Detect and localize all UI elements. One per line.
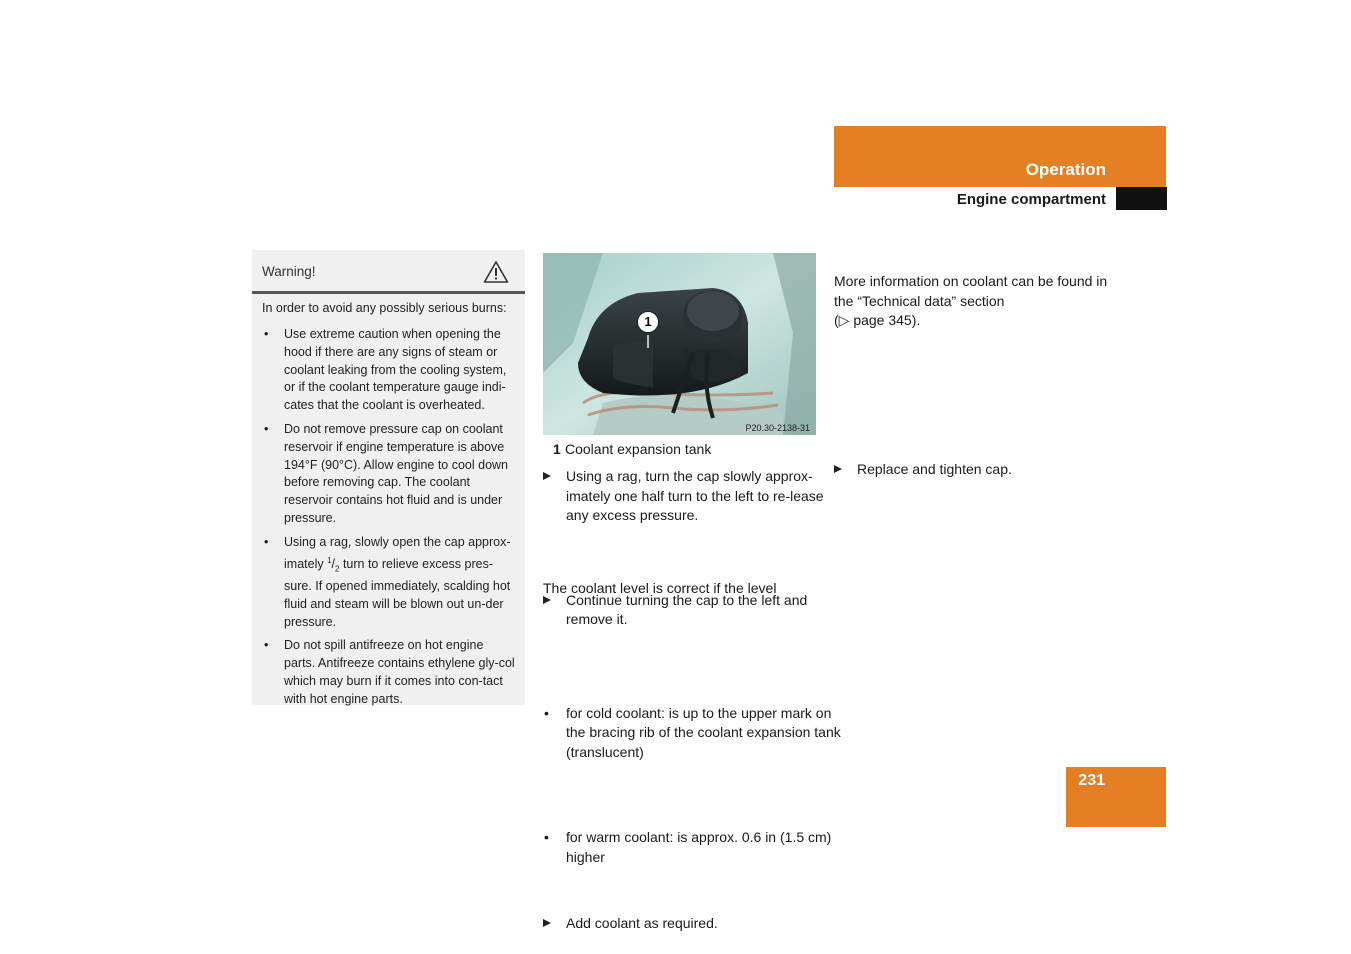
step-text: Continue turning the cap to the left and remove it. [566,591,808,627]
list-item: • Do not spill antifreeze on hot engine parts. Antifreeze contains ethylene gly-col which may burn if it comes into con-tact with hot engine parts. [262,637,517,708]
figure-code: P20.30-2138-31 [745,423,810,433]
section-header-bar [834,126,1166,187]
list-item-text: Using a rag, slowly open the cap approx-imately [284,534,511,571]
page-reference-link[interactable]: (▷ page 345). [834,312,921,328]
instruction-step [834,460,1132,480]
step-arrow-icon [543,919,551,927]
step-text: Using a rag, turn the cap slowly approx-imately one half turn to the left to re-lease any excess pressure. [566,468,824,523]
header-marker-block [1116,187,1167,210]
coolant-tank-photo [543,253,816,435]
bullet-text: for cold coolant: is up to the upper mark on the bracing rib of the coolant expansion tank (translucent) [566,704,841,760]
page-number-box [1066,767,1166,827]
warning-list [262,326,517,715]
step-text: Add coolant as required. [566,915,718,931]
instruction-step [543,914,841,934]
list-item [543,704,841,763]
step-arrow-icon [543,472,551,480]
caption-number: 1 [553,441,561,457]
info-paragraph [834,272,1109,331]
fraction-denominator: 2 [335,564,340,574]
section-title: Operation [1025,160,1106,179]
list-item: • Using a rag, slowly open the cap approx-imately $^1/_2$ turn to relieve excess pres-sure. If opened immediately, scalding hot fluid and steam will be blown out un-der pressure. [262,534,517,632]
warning-box [252,250,525,705]
callout-marker: 1 [637,311,659,333]
warning-title: Warning! [262,264,316,279]
page-number: 231 [1078,772,1105,789]
list-item: • Do not remove pressure cap on coolant reservoir if engine temperature is above 194°F (90°C). Allow engine to cool down before removing cap. The coolant reservoir contains hot fluid and is under pressure. [262,421,517,528]
warning-intro: In order to avoid any possibly serious burns: [262,301,507,315]
subsection-title: Engine compartment [956,191,1106,208]
bullet-text: for warm coolant: is approx. 0.6 in (1.5 cm) higher [566,829,832,865]
instruction-step [543,467,841,526]
figure-caption [543,440,823,460]
fraction-numerator: 1 [327,555,332,565]
list-item-text-cont: turn to relieve excess pres-sure. If opened immediately, scalding hot fluid and steam will be blown out un-der pressure. [284,556,511,629]
caption-text: Coolant expansion tank [565,441,712,457]
list-item [543,828,841,867]
warning-header [252,250,525,294]
info-text: More information on coolant can be found in the “Technical data” section [834,273,1108,309]
paragraph: The coolant level is correct if the level [543,580,777,596]
warning-triangle-icon [483,260,509,289]
list-item: • Use extreme caution when opening the hood if there are any signs of steam or coolant leaking from the cooling system, or if the coolant temperature gauge indi-cates that the coolant is overheated. [262,326,517,415]
step-text: Replace and tighten cap. [857,460,1012,477]
step-arrow-icon [834,465,842,473]
